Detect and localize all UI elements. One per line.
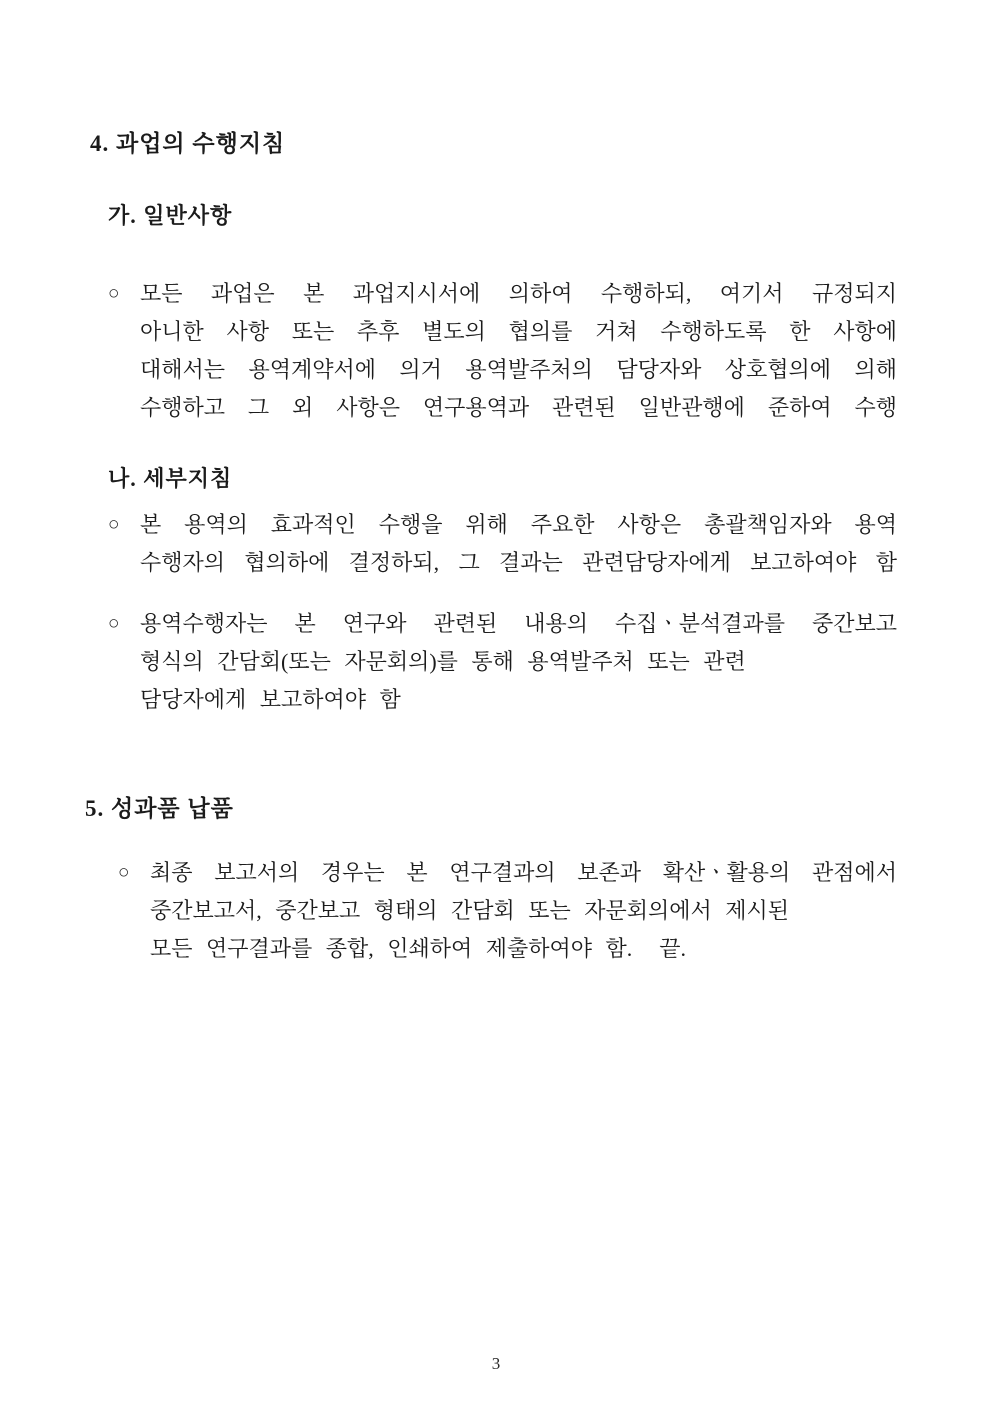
paragraph-line: 수행하고 그 외 사항은 연구용역과 관련된 일반관행에 준하여 수행 bbox=[140, 395, 897, 420]
paragraph-line: 모든 연구결과를 종합, 인쇄하여 제출하여야 함. 끝. bbox=[150, 936, 687, 961]
circle-bullet-icon: ○ bbox=[108, 613, 120, 634]
paragraph-line: 본 용역의 효과적인 수행을 위해 주요한 사항은 총괄책임자와 용역 bbox=[140, 512, 897, 537]
paragraph-line: 용역수행자는 본 연구와 관련된 내용의 수집ㆍ분석결과를 중간보고 bbox=[140, 611, 897, 636]
section-4-heading: 4. 과업의 수행지침 bbox=[90, 131, 286, 156]
circle-bullet-icon: ○ bbox=[108, 283, 120, 304]
paragraph-lines bbox=[150, 854, 897, 968]
circle-bullet-icon: ○ bbox=[108, 514, 120, 535]
paragraph-line: 모든 과업은 본 과업지시서에 의하여 수행하되, 여기서 규정되지 bbox=[140, 281, 897, 306]
section-5-heading: 5. 성과품 납품 bbox=[85, 796, 234, 821]
bullet-paragraph-4 bbox=[118, 854, 897, 968]
paragraph-lines bbox=[140, 605, 897, 719]
paragraph-lines bbox=[140, 506, 897, 582]
paragraph-line: 아니한 사항 또는 추후 별도의 협의를 거쳐 수행하도록 한 사항에 bbox=[140, 319, 897, 344]
paragraph-line: 수행자의 협의하에 결정하되, 그 결과는 관련담당자에게 보고하여야 함 bbox=[140, 550, 897, 575]
subsection-na-heading: 나. 세부지침 bbox=[108, 466, 233, 491]
bullet-paragraph-1 bbox=[108, 275, 897, 427]
bullet-paragraph-3 bbox=[108, 605, 897, 719]
paragraph-line: 중간보고서, 중간보고 형태의 간담회 또는 자문회의에서 제시된 bbox=[150, 898, 790, 923]
circle-bullet-icon: ○ bbox=[118, 862, 130, 883]
document-content bbox=[85, 0, 897, 968]
paragraph-lines bbox=[140, 275, 897, 427]
bullet-paragraph-2 bbox=[108, 506, 897, 582]
subsection-ga-heading: 가. 일반사항 bbox=[108, 203, 233, 228]
paragraph-line: 형식의 간담회(또는 자문회의)를 통해 용역발주처 또는 관련 bbox=[140, 649, 746, 674]
page-number: 3 bbox=[491, 1354, 501, 1373]
paragraph-line: 대해서는 용역계약서에 의거 용역발주처의 담당자와 상호협의에 의해 bbox=[140, 357, 897, 382]
paragraph-line: 최종 보고서의 경우는 본 연구결과의 보존과 확산ㆍ활용의 관점에서 bbox=[150, 860, 897, 885]
paragraph-line: 담당자에게 보고하여야 함 bbox=[140, 687, 401, 712]
